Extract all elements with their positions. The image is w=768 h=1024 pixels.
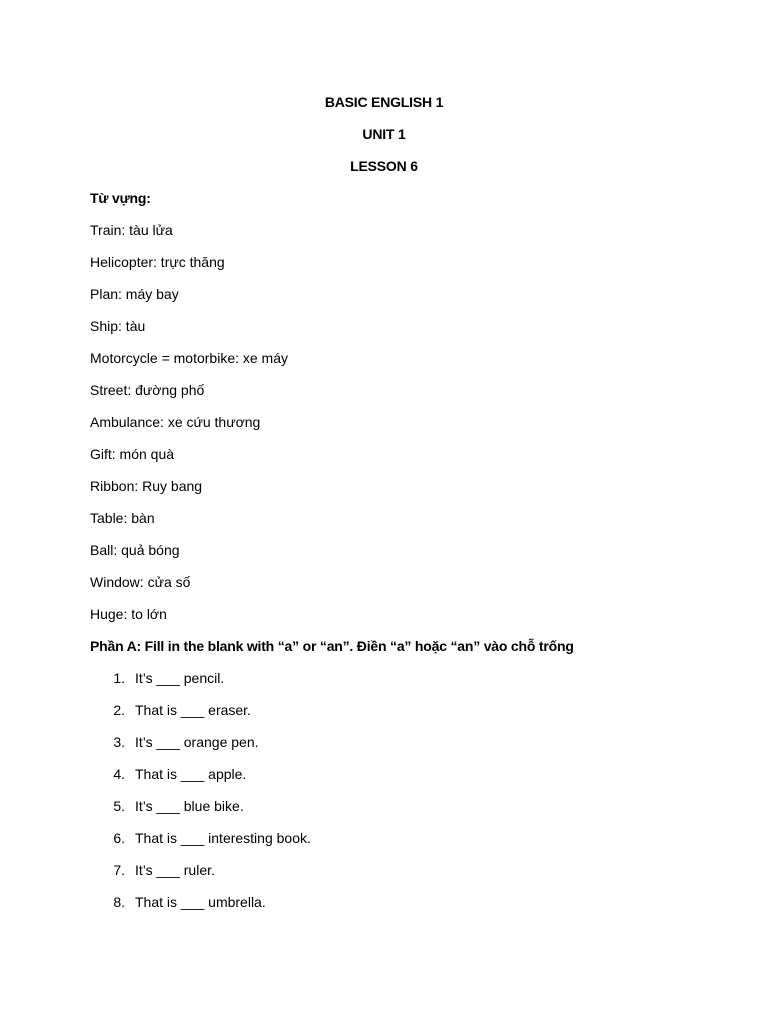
exercise-text: That is ___ eraser.: [135, 702, 251, 718]
exercise-number: 6.: [113, 830, 125, 846]
vocab-item: Plan: máy bay: [90, 286, 179, 302]
exercise-number: 3.: [113, 734, 125, 750]
exercise-number: 2.: [113, 702, 125, 718]
vocab-item: Window: cửa số: [90, 574, 191, 590]
vocab-item: Huge: to lớn: [90, 606, 167, 622]
exercise-text: That is ___ apple.: [135, 766, 247, 782]
vocab-item: Gift: món quà: [90, 446, 175, 462]
exercise-text: It’s ___ pencil.: [135, 670, 225, 686]
exercise-text: It’s ___ blue bike.: [135, 798, 244, 814]
exercise-item: [90, 892, 266, 912]
exercise-number: 1.: [113, 670, 125, 686]
exercise-text: It’s ___ ruler.: [135, 862, 215, 878]
exercise-text: That is ___ interesting book.: [135, 830, 311, 846]
vocab-item: Ribbon: Ruy bang: [90, 478, 203, 494]
unit-title: UNIT 1: [362, 126, 406, 142]
exercise-item: [90, 828, 311, 848]
vocab-item: Ambulance: xe cứu thương: [90, 414, 261, 430]
exercise-item: [90, 732, 259, 752]
exercise-item: [90, 764, 246, 784]
course-title: BASIC ENGLISH 1: [324, 94, 444, 110]
vocab-item: Table: bàn: [90, 510, 155, 526]
vocab-item: Helicopter: trực thăng: [90, 254, 225, 270]
exercise-text: It’s ___ orange pen.: [135, 734, 259, 750]
part-a-heading: Phần A: Fill in the blank with “a” or “an”. Điền “a” hoặc “an” vào chỗ trống: [90, 638, 574, 654]
exercise-item: [90, 700, 251, 720]
exercise-number: 4.: [113, 766, 125, 782]
vocab-item: Street: đường phố: [90, 382, 205, 398]
exercise-number: 5.: [113, 798, 125, 814]
exercise-number: 8.: [113, 894, 125, 910]
exercise-text: That is ___ umbrella.: [135, 894, 266, 910]
exercise-item: [90, 668, 224, 688]
exercise-item: [90, 860, 215, 880]
exercise-item: [90, 796, 244, 816]
exercise-number: 7.: [113, 862, 125, 878]
vocab-item: Train: tàu lửa: [90, 222, 173, 238]
vocabulary-heading: Từ vựng:: [90, 190, 151, 206]
vocab-item: Ship: tàu: [90, 318, 146, 334]
lesson-title: LESSON 6: [350, 158, 418, 174]
vocab-item: Ball: quả bóng: [90, 542, 180, 558]
vocab-item: Motorcycle = motorbike: xe máy: [90, 350, 289, 366]
